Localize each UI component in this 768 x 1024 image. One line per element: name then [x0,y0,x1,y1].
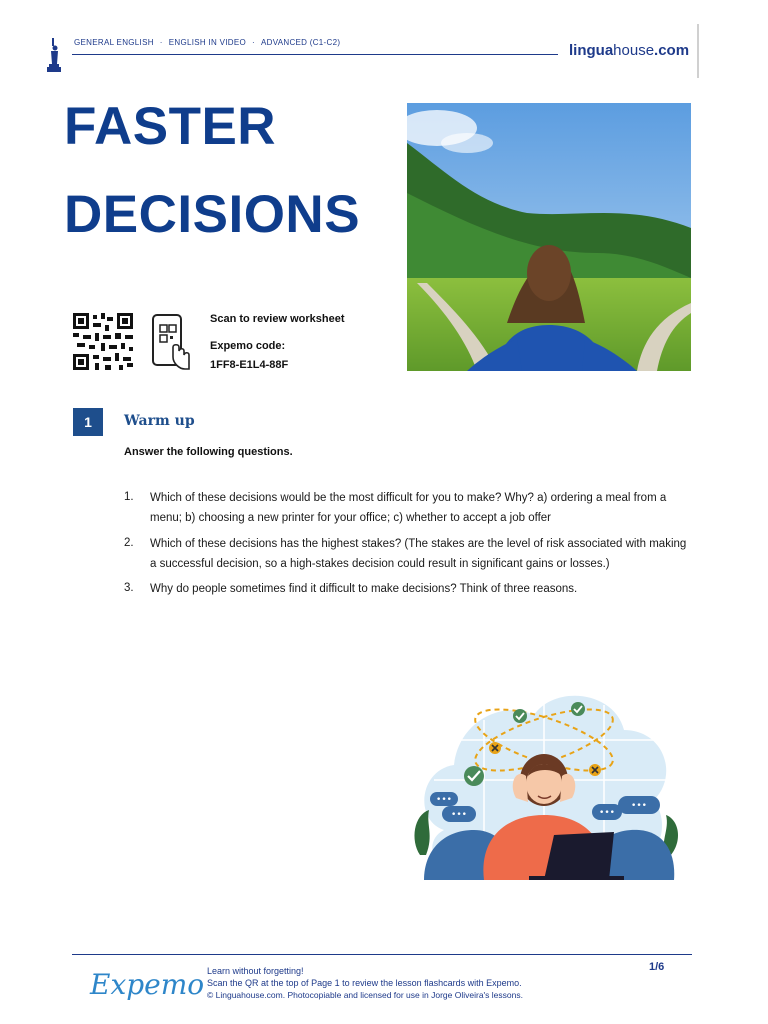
footer-tagline: Learn without forgetting! [207,966,304,976]
statue-of-liberty-icon [46,38,62,72]
question-text: Which of these decisions would be the most difficult for you to make? Why? a) ordering a meal from a menu; b) choosing a new printer for your office; c) whether to accept a job offer [150,492,667,524]
expemo-code-label: Expemo code: [210,340,286,352]
footer-scan-note: Scan the QR at the top of Page 1 to review the lesson flashcards with Expemo. [207,978,522,988]
svg-text:•••: ••• [631,801,647,811]
header-divider [72,54,558,55]
breadcrumb-separator: · [159,38,163,47]
breadcrumb-item-general-english[interactable]: GENERAL ENGLISH [74,38,154,47]
brand-logo[interactable] [569,42,689,59]
question-number: 3. [124,582,134,594]
page-title-line-2: DECISIONS [64,185,361,244]
breadcrumb-item-english-in-video[interactable]: ENGLISH IN VIDEO [168,38,247,47]
svg-text:•••: ••• [599,808,615,818]
question-text: Which of these decisions has the highest stakes? (The stakes are the level of risk associated with making a successful decision, so a high-stakes decision could result in significant gains or losses.) [150,538,687,570]
section-title: Warm up [124,413,195,429]
brand-logo-bold: lingua [569,42,614,59]
section-instruction: Answer the following questions. [124,446,293,458]
page-number: 1/6 [649,961,665,973]
page-title-line-1: FASTER [64,97,277,156]
breadcrumb [74,38,340,47]
decision-stress-illustration [404,680,688,886]
qr-code[interactable] [73,313,133,370]
breadcrumb-item-level[interactable]: ADVANCED (C1-C2) [260,38,341,47]
phone-scan-icon [151,313,191,371]
brand-divider [697,24,699,78]
expemo-logo[interactable]: Expemo [90,968,205,1001]
section-number-badge: 1 [73,408,103,436]
question-text: Why do people sometimes find it difficult to make decisions? Think of three reasons. [150,583,578,595]
crossroads-photo [407,103,691,371]
brand-logo-light: house [613,42,655,59]
brand-logo-tld: .com [654,42,690,59]
scan-instruction: Scan to review worksheet [210,313,345,325]
footer-divider [72,954,692,955]
footer-copyright: © Linguahouse.com. Photocopiable and licensed for use in Jorge Oliveira's lessons. [207,990,523,1000]
svg-text:•••: ••• [436,795,452,805]
question-number: 1. [124,491,134,503]
expemo-code-value: 1FF8-E1L4-88F [210,359,289,371]
svg-text:•••: ••• [451,810,467,820]
question-number: 2. [124,537,134,549]
breadcrumb-separator: · [252,38,255,47]
